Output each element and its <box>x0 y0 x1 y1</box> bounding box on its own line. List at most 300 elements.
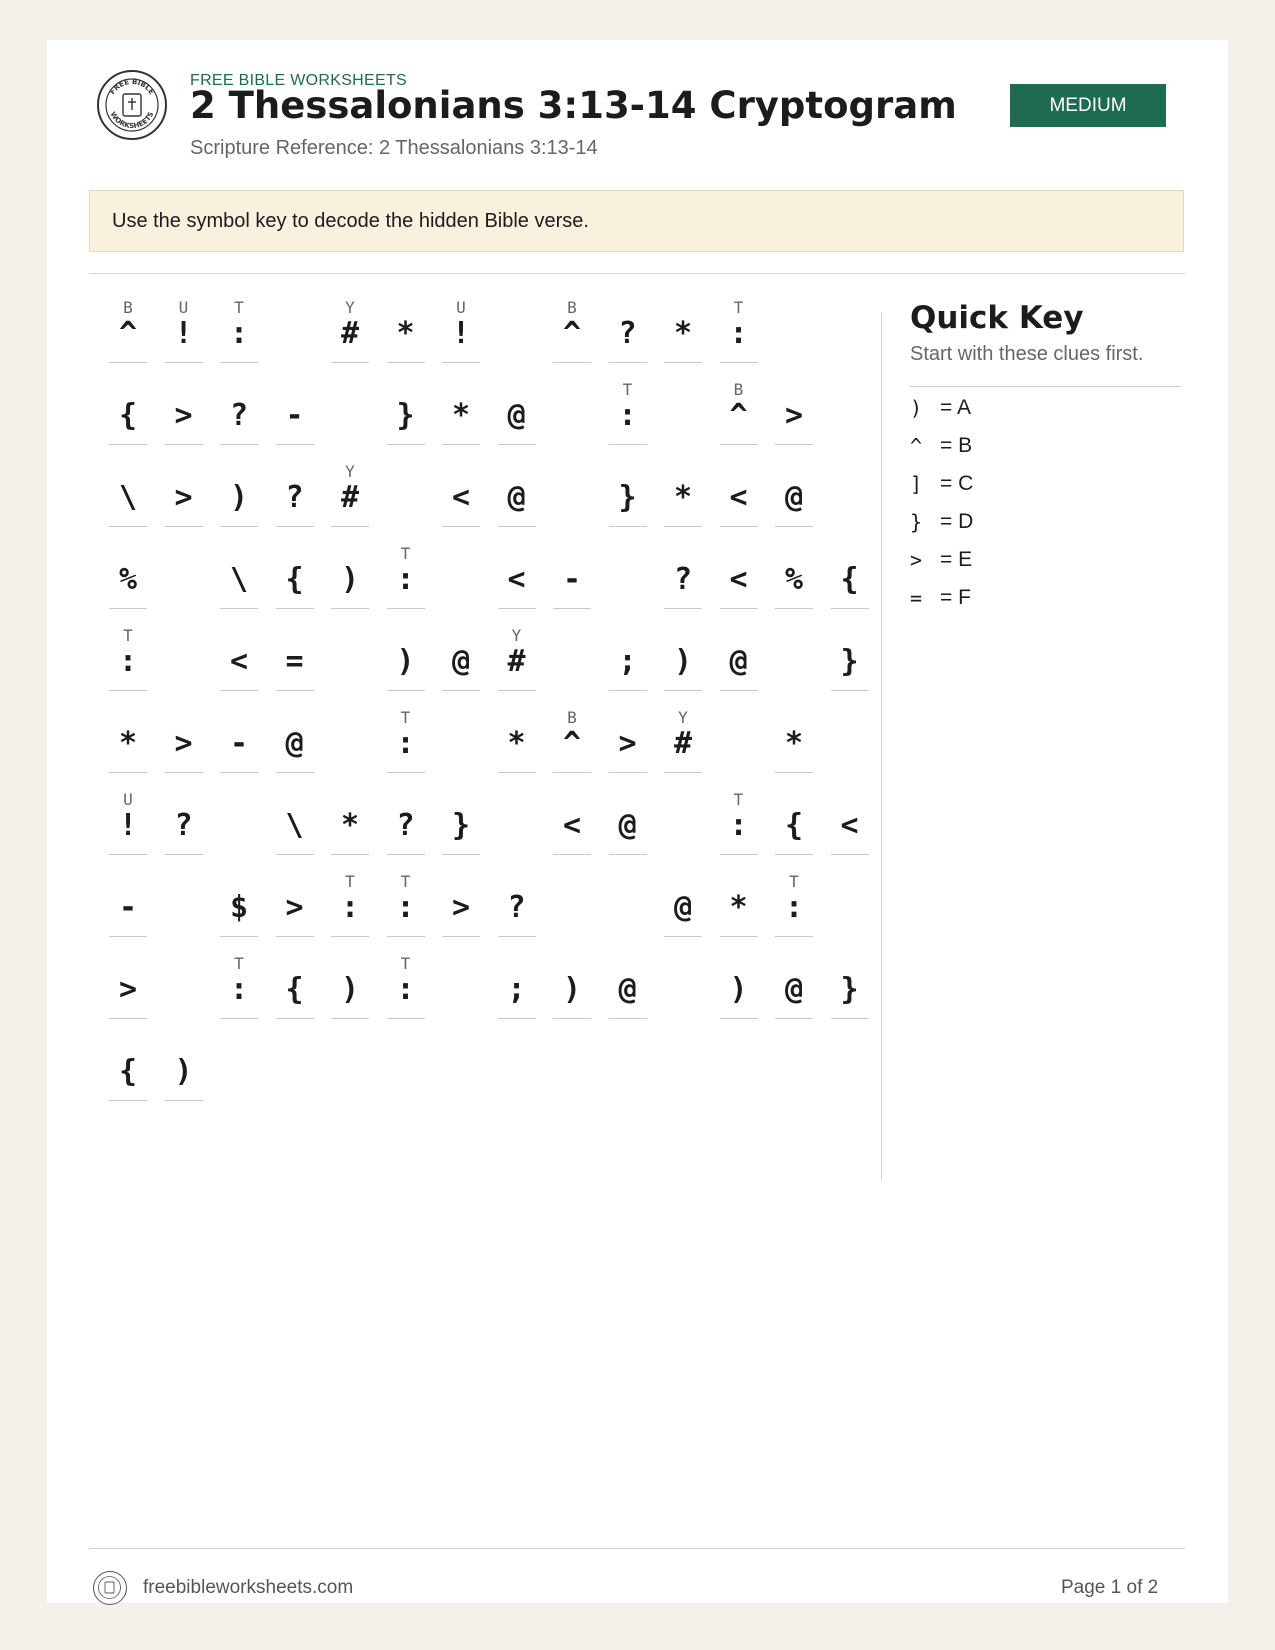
answer-line[interactable] <box>165 526 203 527</box>
cipher-cell[interactable] <box>165 790 203 874</box>
answer-line[interactable] <box>498 526 536 527</box>
answer-line[interactable] <box>220 1018 258 1019</box>
answer-line[interactable] <box>609 526 647 527</box>
cipher-cell[interactable] <box>387 872 425 956</box>
cipher-symbol: ) <box>229 480 249 515</box>
cipher-cell[interactable] <box>276 954 314 1038</box>
cipher-cell[interactable] <box>720 954 758 1038</box>
answer-line[interactable] <box>775 854 813 855</box>
cipher-cell[interactable] <box>442 626 480 710</box>
answer-line[interactable] <box>775 936 813 937</box>
cipher-cell[interactable] <box>276 626 314 710</box>
cipher-symbol: * <box>729 890 748 925</box>
cipher-cell[interactable] <box>442 462 480 546</box>
cipher-cell[interactable] <box>831 954 869 1038</box>
cipher-cell[interactable] <box>220 544 258 628</box>
answer-line[interactable] <box>276 936 314 937</box>
answer-line[interactable] <box>220 690 258 691</box>
cipher-cell[interactable] <box>331 954 369 1038</box>
cipher-cell[interactable] <box>831 790 869 874</box>
answer-line[interactable] <box>220 772 258 773</box>
cipher-symbol: { <box>285 562 304 597</box>
cipher-cell[interactable] <box>220 626 258 710</box>
cipher-symbol: - <box>229 726 249 761</box>
answer-line[interactable] <box>442 690 480 691</box>
cipher-symbol: > <box>118 972 138 1007</box>
answer-line[interactable] <box>276 690 314 691</box>
hint-letter: T <box>234 298 244 317</box>
cipher-symbol: - <box>118 890 138 925</box>
cipher-cell[interactable] <box>387 298 425 382</box>
hint-letter: B <box>733 380 744 399</box>
answer-line[interactable] <box>775 444 813 445</box>
cipher-cell[interactable] <box>165 1036 203 1120</box>
answer-line[interactable] <box>498 690 536 691</box>
cipher-symbol: > <box>784 398 804 433</box>
cipher-cell[interactable] <box>220 298 258 382</box>
answer-line[interactable] <box>664 608 702 609</box>
answer-line[interactable] <box>775 608 813 609</box>
page-title: 2 Thessalonians 3:13-14 Cryptogram <box>190 84 957 127</box>
answer-line[interactable] <box>109 772 147 773</box>
answer-line[interactable] <box>276 526 314 527</box>
answer-line[interactable] <box>331 936 369 937</box>
cipher-symbol: @ <box>784 480 804 515</box>
cipher-symbol: < <box>729 480 748 515</box>
cipher-cell[interactable] <box>331 872 369 956</box>
answer-line[interactable] <box>387 362 425 363</box>
answer-line[interactable] <box>831 690 869 691</box>
answer-line[interactable] <box>109 690 147 691</box>
quick-key-symbol: } <box>910 510 923 534</box>
cipher-cell[interactable] <box>609 954 647 1038</box>
cipher-cell[interactable] <box>664 626 702 710</box>
answer-line[interactable] <box>387 444 425 445</box>
answer-line[interactable] <box>220 936 258 937</box>
quick-key-divider <box>910 386 1181 387</box>
answer-line[interactable] <box>387 854 425 855</box>
cipher-cell[interactable] <box>165 462 203 546</box>
quick-key-title: Quick Key <box>910 300 1084 336</box>
cipher-symbol: { <box>118 1054 138 1089</box>
cipher-cell[interactable] <box>498 544 536 628</box>
cipher-cell[interactable] <box>609 790 647 874</box>
cipher-cell[interactable] <box>442 790 480 874</box>
cipher-cell[interactable] <box>276 872 314 956</box>
cipher-symbol: : <box>784 890 804 925</box>
cipher-cell[interactable] <box>553 544 591 628</box>
answer-line[interactable] <box>553 608 591 609</box>
hint-letter: T <box>733 298 744 317</box>
cipher-cell[interactable] <box>220 380 258 464</box>
quick-key-subtitle: Start with these clues first. <box>910 343 1144 365</box>
cipher-symbol: ) <box>673 644 693 679</box>
hint-letter: Y <box>511 626 522 645</box>
answer-line[interactable] <box>276 1018 314 1019</box>
hint-letter: U <box>456 298 466 317</box>
cipher-cell[interactable] <box>498 954 536 1038</box>
hint-letter: T <box>622 380 633 399</box>
column-divider <box>881 312 882 1180</box>
answer-line[interactable] <box>720 690 758 691</box>
cipher-cell[interactable] <box>664 708 702 792</box>
cipher-symbol: * <box>673 316 693 351</box>
answer-line[interactable] <box>720 362 758 363</box>
footer-divider <box>89 1548 1185 1549</box>
answer-line[interactable] <box>387 772 425 773</box>
cipher-cell[interactable] <box>553 298 591 382</box>
answer-line[interactable] <box>109 526 147 527</box>
answer-line[interactable] <box>498 936 536 937</box>
answer-line[interactable] <box>720 526 758 527</box>
answer-line[interactable] <box>387 608 425 609</box>
answer-line[interactable] <box>387 1018 425 1019</box>
cipher-cell[interactable] <box>775 954 813 1038</box>
cipher-cell[interactable] <box>664 462 702 546</box>
cipher-symbol: < <box>451 480 471 515</box>
answer-line[interactable] <box>165 444 203 445</box>
cipher-cell[interactable] <box>775 380 813 464</box>
cipher-symbol: } <box>618 480 637 515</box>
cipher-symbol: < <box>507 562 526 597</box>
cipher-symbol: @ <box>507 398 526 433</box>
cipher-cell[interactable] <box>165 298 203 382</box>
answer-line[interactable] <box>442 444 480 445</box>
hint-letter: U <box>123 790 133 809</box>
quick-key-value: = F <box>940 586 971 609</box>
answer-line[interactable] <box>720 854 758 855</box>
cipher-symbol: : <box>340 890 360 925</box>
answer-line[interactable] <box>609 362 647 363</box>
worksheet-page <box>47 40 1228 1603</box>
cipher-symbol: ; <box>507 972 526 1007</box>
answer-line[interactable] <box>553 1018 591 1019</box>
answer-line[interactable] <box>664 362 702 363</box>
answer-line[interactable] <box>720 1018 758 1019</box>
quick-key-symbol: ] <box>910 472 923 496</box>
answer-line[interactable] <box>442 362 480 363</box>
answer-line[interactable] <box>220 526 258 527</box>
cipher-cell[interactable] <box>498 708 536 792</box>
cipher-cell[interactable] <box>775 544 813 628</box>
cipher-cell[interactable] <box>775 872 813 956</box>
cipher-symbol: # <box>507 644 526 679</box>
cipher-cell[interactable] <box>831 626 869 710</box>
cipher-cell[interactable] <box>165 380 203 464</box>
answer-line[interactable] <box>831 1018 869 1019</box>
cipher-symbol: : <box>396 562 415 597</box>
cipher-cell[interactable] <box>442 380 480 464</box>
cipher-symbol: - <box>562 562 582 597</box>
cipher-cell[interactable] <box>331 544 369 628</box>
cipher-symbol: @ <box>618 808 637 843</box>
cipher-symbol: ! <box>174 316 193 351</box>
cipher-symbol: * <box>396 316 415 351</box>
answer-line[interactable] <box>664 690 702 691</box>
cipher-symbol: > <box>451 890 471 925</box>
answer-line[interactable] <box>220 444 258 445</box>
cipher-cell[interactable] <box>109 872 147 956</box>
cipher-symbol: { <box>285 972 304 1007</box>
page-number: Page 1 of 2 <box>1061 1577 1159 1598</box>
answer-line[interactable] <box>664 772 702 773</box>
cipher-cell[interactable] <box>664 298 702 382</box>
answer-line[interactable] <box>831 608 869 609</box>
answer-line[interactable] <box>220 608 258 609</box>
cipher-cell[interactable] <box>664 872 702 956</box>
cipher-cell[interactable] <box>276 544 314 628</box>
answer-line[interactable] <box>387 936 425 937</box>
hint-letter: U <box>178 298 189 317</box>
cipher-cell[interactable] <box>775 790 813 874</box>
cipher-cell[interactable] <box>109 462 147 546</box>
cipher-cell[interactable] <box>109 1036 147 1120</box>
answer-line[interactable] <box>331 608 369 609</box>
cipher-symbol: * <box>118 726 138 761</box>
cipher-symbol: @ <box>451 644 471 679</box>
cipher-symbol: * <box>340 808 360 843</box>
answer-line[interactable] <box>609 772 647 773</box>
answer-line[interactable] <box>387 690 425 691</box>
instructions-box <box>89 190 1184 252</box>
cipher-cell[interactable] <box>609 462 647 546</box>
answer-line[interactable] <box>109 854 147 855</box>
cipher-cell[interactable] <box>387 544 425 628</box>
hint-letter: Y <box>345 462 355 481</box>
cipher-cell[interactable] <box>387 626 425 710</box>
cipher-cell[interactable] <box>220 462 258 546</box>
answer-line[interactable] <box>720 444 758 445</box>
header-divider <box>89 273 1185 274</box>
answer-line[interactable] <box>165 362 203 363</box>
answer-line[interactable] <box>276 854 314 855</box>
cipher-cell[interactable] <box>831 544 869 628</box>
cipher-cell[interactable] <box>720 462 758 546</box>
cipher-cell[interactable] <box>609 380 647 464</box>
answer-line[interactable] <box>442 526 480 527</box>
answer-line[interactable] <box>609 444 647 445</box>
answer-line[interactable] <box>442 854 480 855</box>
cipher-cell[interactable] <box>387 790 425 874</box>
cipher-symbol: ) <box>562 972 582 1007</box>
cipher-symbol: @ <box>618 972 637 1007</box>
cipher-symbol: ) <box>396 644 415 679</box>
hint-letter: B <box>567 298 577 317</box>
cipher-cell[interactable] <box>498 626 536 710</box>
cipher-cell[interactable] <box>720 298 758 382</box>
cipher-cell[interactable] <box>720 626 758 710</box>
quick-key-value: = C <box>940 472 974 495</box>
cipher-cell[interactable] <box>609 298 647 382</box>
hint-letter: T <box>234 954 244 973</box>
answer-line[interactable] <box>720 608 758 609</box>
cipher-symbol: < <box>729 562 748 597</box>
quick-key-symbol: = <box>910 586 923 610</box>
answer-line[interactable] <box>276 608 314 609</box>
answer-line[interactable] <box>165 854 203 855</box>
cipher-cell[interactable] <box>331 298 369 382</box>
hint-letter: T <box>123 626 133 645</box>
cipher-cell[interactable] <box>609 708 647 792</box>
cipher-cell[interactable] <box>442 298 480 382</box>
cipher-symbol: ) <box>174 1054 193 1089</box>
cipher-symbol: ? <box>618 316 637 351</box>
answer-line[interactable] <box>331 1018 369 1019</box>
cipher-cell[interactable] <box>775 708 813 792</box>
cipher-symbol: ? <box>673 562 693 597</box>
difficulty-badge: MEDIUM <box>1010 84 1166 127</box>
cipher-cell[interactable] <box>331 462 369 546</box>
quick-key-symbol: ) <box>910 396 923 420</box>
answer-line[interactable] <box>775 526 813 527</box>
cipher-cell[interactable] <box>276 790 314 874</box>
hint-letter: T <box>400 872 411 891</box>
cipher-symbol: \ <box>285 808 304 843</box>
hint-letter: T <box>345 872 355 891</box>
answer-line[interactable] <box>609 1018 647 1019</box>
instructions-text: Use the symbol key to decode the hidden Bible verse. <box>112 209 589 232</box>
footer-url[interactable]: freebibleworksheets.com <box>143 1577 354 1598</box>
answer-line[interactable] <box>109 1100 147 1101</box>
answer-line[interactable] <box>442 936 480 937</box>
cipher-cell[interactable] <box>553 708 591 792</box>
cipher-symbol: : <box>229 972 249 1007</box>
cipher-cell[interactable] <box>276 708 314 792</box>
cipher-cell[interactable] <box>442 872 480 956</box>
cipher-cell[interactable] <box>553 790 591 874</box>
cipher-symbol: * <box>673 480 693 515</box>
cipher-symbol: @ <box>673 890 693 925</box>
cipher-symbol: @ <box>507 480 526 515</box>
cipher-symbol: ^ <box>562 316 582 351</box>
answer-line[interactable] <box>553 362 591 363</box>
cipher-cell[interactable] <box>498 380 536 464</box>
cipher-symbol: \ <box>118 480 138 515</box>
cipher-symbol: ? <box>507 890 526 925</box>
answer-line[interactable] <box>553 854 591 855</box>
cipher-cell[interactable] <box>720 544 758 628</box>
answer-line[interactable] <box>664 526 702 527</box>
hint-letter: T <box>400 954 411 973</box>
quick-key-value: = D <box>940 510 974 533</box>
hint-letter: T <box>789 872 799 891</box>
cipher-cell[interactable] <box>553 954 591 1038</box>
cipher-symbol: ? <box>229 398 249 433</box>
hint-letter: B <box>567 708 577 727</box>
cipher-cell[interactable] <box>387 708 425 792</box>
answer-line[interactable] <box>498 1018 536 1019</box>
cipher-cell[interactable] <box>109 626 147 710</box>
cipher-cell[interactable] <box>109 708 147 792</box>
cipher-cell[interactable] <box>220 954 258 1038</box>
answer-line[interactable] <box>109 362 147 363</box>
quick-key-item <box>910 545 972 575</box>
cipher-cell[interactable] <box>664 544 702 628</box>
cipher-cell[interactable] <box>109 790 147 874</box>
cipher-cell[interactable] <box>720 872 758 956</box>
cipher-cell[interactable] <box>109 544 147 628</box>
answer-line[interactable] <box>165 1100 203 1101</box>
answer-line[interactable] <box>609 690 647 691</box>
cipher-symbol: ^ <box>118 316 138 351</box>
answer-line[interactable] <box>276 444 314 445</box>
cipher-symbol: @ <box>285 726 304 761</box>
cipher-cell[interactable] <box>276 380 314 464</box>
answer-line[interactable] <box>498 608 536 609</box>
cipher-symbol: % <box>784 562 804 597</box>
cipher-symbol: = <box>285 644 304 679</box>
cipher-cell[interactable] <box>109 954 147 1038</box>
quick-key-value: = B <box>940 434 973 457</box>
hint-letter: T <box>400 708 411 727</box>
answer-line[interactable] <box>664 936 702 937</box>
cipher-cell[interactable] <box>276 462 314 546</box>
cipher-cell[interactable] <box>165 708 203 792</box>
answer-line[interactable] <box>331 526 369 527</box>
answer-line[interactable] <box>165 772 203 773</box>
hint-letter: T <box>733 790 744 809</box>
quick-key-symbol: > <box>910 548 923 572</box>
answer-line[interactable] <box>720 936 758 937</box>
logo-icon <box>97 70 167 140</box>
answer-line[interactable] <box>276 772 314 773</box>
answer-line[interactable] <box>775 772 813 773</box>
cipher-symbol: : <box>396 726 415 761</box>
answer-line[interactable] <box>331 362 369 363</box>
brand-name: FREE BIBLE WORKSHEETS <box>190 72 408 89</box>
cipher-symbol: < <box>562 808 582 843</box>
answer-line[interactable] <box>109 1018 147 1019</box>
answer-line[interactable] <box>220 362 258 363</box>
cipher-symbol: ! <box>118 808 138 843</box>
cipher-symbol: } <box>396 398 415 433</box>
cipher-cell[interactable] <box>387 954 425 1038</box>
scripture-reference: Scripture Reference: 2 Thessalonians 3:13-14 <box>190 137 598 159</box>
answer-line[interactable] <box>498 444 536 445</box>
cipher-cell[interactable] <box>220 872 258 956</box>
cipher-cell[interactable] <box>609 626 647 710</box>
cipher-symbol: * <box>451 398 471 433</box>
cipher-symbol: { <box>840 562 859 597</box>
cipher-cell[interactable] <box>331 790 369 874</box>
svg-text:WORKSHEETS: WORKSHEETS <box>108 110 156 131</box>
answer-line[interactable] <box>109 444 147 445</box>
cipher-symbol: { <box>118 398 138 433</box>
cipher-cell[interactable] <box>498 462 536 546</box>
cipher-cell[interactable] <box>109 298 147 382</box>
answer-line[interactable] <box>109 936 147 937</box>
answer-line[interactable] <box>498 772 536 773</box>
cipher-cell[interactable] <box>720 790 758 874</box>
answer-line[interactable] <box>331 854 369 855</box>
answer-line[interactable] <box>775 1018 813 1019</box>
cipher-cell[interactable] <box>220 708 258 792</box>
quick-key-value: = A <box>940 396 971 419</box>
cipher-cell[interactable] <box>720 380 758 464</box>
cipher-symbol: > <box>174 726 193 761</box>
answer-line[interactable] <box>831 854 869 855</box>
answer-line[interactable] <box>553 772 591 773</box>
answer-line[interactable] <box>109 608 147 609</box>
cipher-cell[interactable] <box>775 462 813 546</box>
cipher-cell[interactable] <box>109 380 147 464</box>
cipher-symbol: : <box>618 398 637 433</box>
cipher-cell[interactable] <box>387 380 425 464</box>
answer-line[interactable] <box>609 854 647 855</box>
cipher-cell[interactable] <box>498 872 536 956</box>
hint-letter: B <box>123 298 133 317</box>
quick-key-value: = E <box>940 548 973 571</box>
